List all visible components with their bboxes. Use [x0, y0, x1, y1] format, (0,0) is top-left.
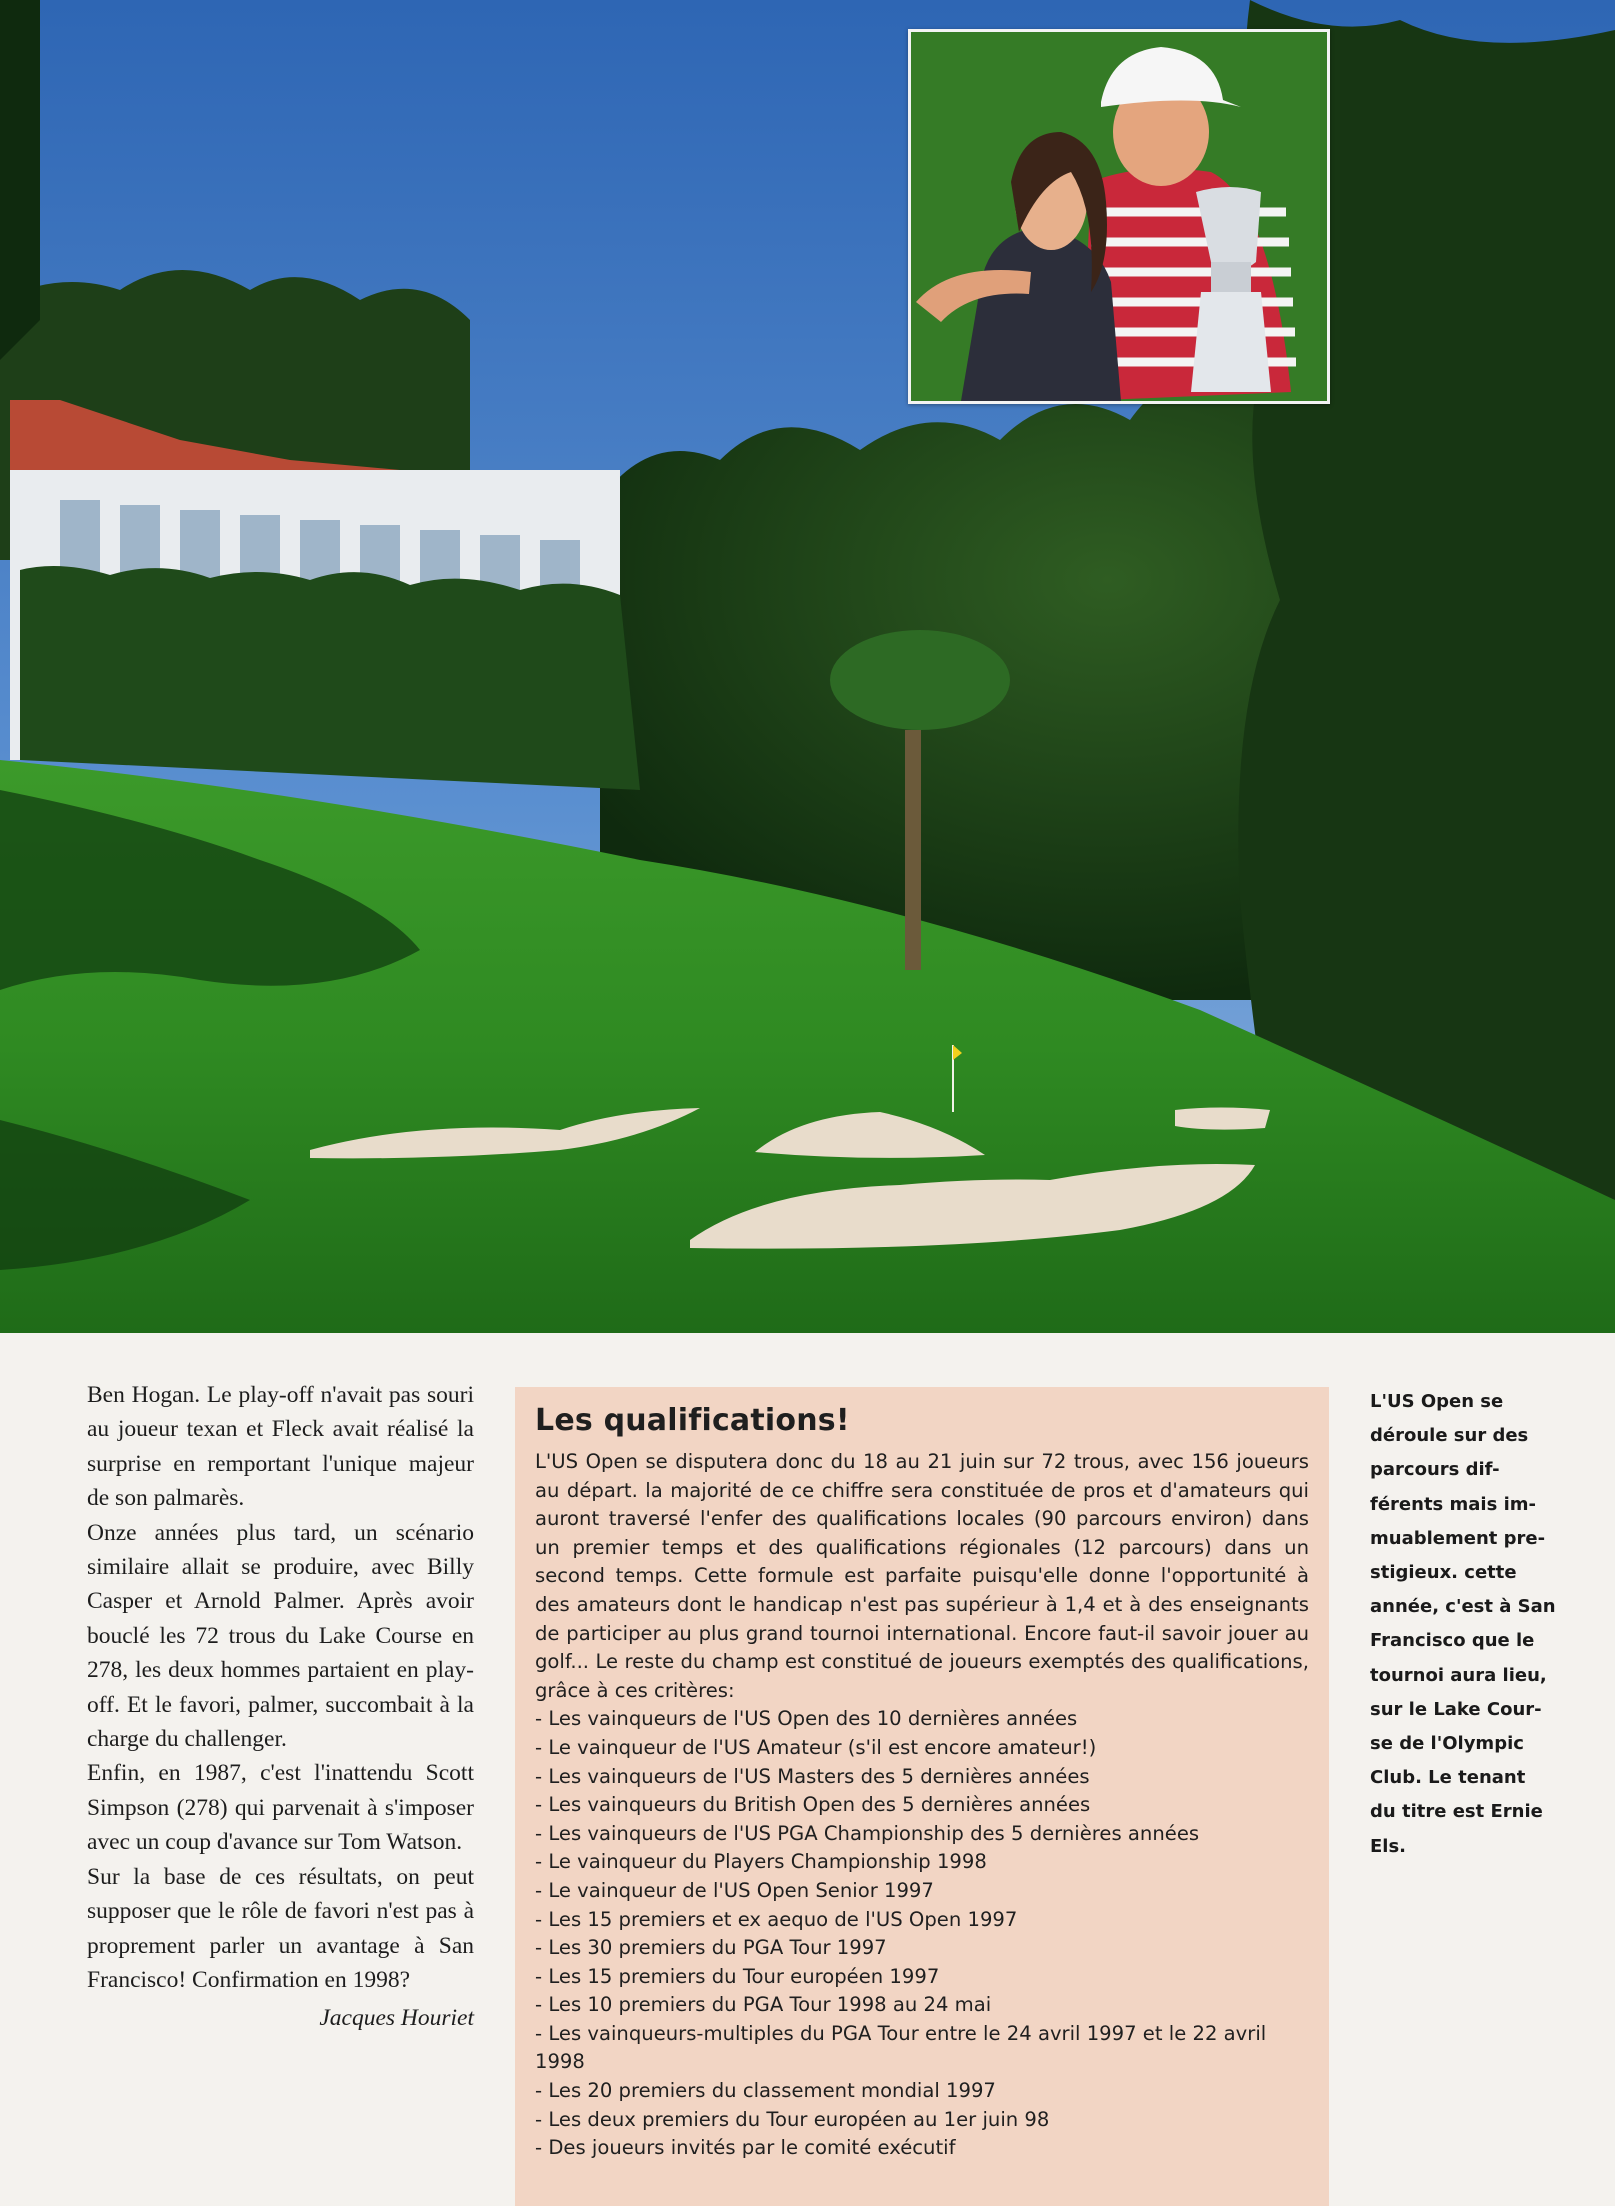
article-paragraph: Onze années plus tard, un scénario similaire allait se produire, avec Billy Casper et Arnold Palmer. Après avoir bouclé les 72 trous du Lake Course en 278, les deux hommes partaient en play-off. Et le favori, palmer, succombait à la charge du challenger. — [87, 1519, 474, 1753]
caption-line: parcours dif- — [1370, 1459, 1500, 1481]
champion-inset-photo — [908, 29, 1330, 404]
list-item: - Les 10 premiers du PGA Tour 1998 au 24 mai — [535, 1991, 1309, 2020]
photo-caption — [1370, 1385, 1570, 1864]
list-item: - Les 30 premiers du PGA Tour 1997 — [535, 1934, 1309, 1963]
article-paragraph: Sur la base de ces résultats, on peut supposer que le rôle de favori n'est pas à proprement parler un avantage à San Francisco! Confirmation en 1998? — [87, 1863, 474, 1993]
list-item: - Les 15 premiers du Tour européen 1997 — [535, 1963, 1309, 1992]
caption-line: Els. — [1370, 1835, 1407, 1857]
caption-line: férents mais im- — [1370, 1493, 1536, 1515]
caption-line: déroule sur des — [1370, 1425, 1529, 1447]
list-item: - Les 20 premiers du classement mondial 1997 — [535, 2077, 1309, 2106]
caption-line: année, c'est à San — [1370, 1596, 1556, 1618]
list-item: - Les deux premiers du Tour européen au 1er juin 98 — [535, 2106, 1309, 2135]
caption-line: Club. Le tenant — [1370, 1767, 1526, 1789]
criteria-list — [535, 1705, 1309, 2163]
list-item: - Des joueurs invités par le comité exécutif — [535, 2134, 1309, 2163]
qualifications-box — [515, 1387, 1329, 2206]
article-continuation — [87, 1378, 474, 2036]
caption-line: du titre est Ernie — [1370, 1801, 1543, 1823]
caption-line: Francisco que le — [1370, 1630, 1535, 1652]
list-item: - Le vainqueur du Players Championship 1998 — [535, 1848, 1309, 1877]
caption-line: muablement pre- — [1370, 1527, 1546, 1549]
caption-line: L'US Open se — [1370, 1391, 1504, 1412]
list-item: - Les vainqueurs du British Open des 5 dernières années — [535, 1791, 1309, 1820]
caption-line: sur le Lake Cour- — [1370, 1698, 1542, 1720]
list-item: - Les vainqueurs-multiples du PGA Tour entre le 24 avril 1997 et le 22 avril 1998 — [535, 2020, 1309, 2077]
caption-line: stigieux. cette — [1370, 1562, 1517, 1584]
article-paragraph: Ben Hogan. Le play-off n'avait pas souri au joueur texan et Fleck avait réalisé la surprise en remportant l'unique majeur de son palmarès. — [87, 1382, 474, 1512]
box-intro: L'US Open se disputera donc du 18 au 21 juin sur 72 trous, avec 156 joueurs au départ. la majorité de ce chiffre sera constituée de pros et d'amateurs qui auront traversé l'enfer des qualifications locales (90 parcours environ) dans un premier temps et des qualifications régionales (12 parcours) dans un second temps. Cette formule est parfaite puisqu'elle donne l'opportunité à des amateurs dont le handicap n'est pas supérieur à 1,4 et à des enseignants de participer au plus grand tournoi international. Encore faut-il savoir jouer au golf... Le reste du champ est constitué de joueurs exemptés des qualifications, grâce à ces critères: — [535, 1450, 1309, 1702]
author-signature: Jacques Houriet — [319, 2005, 474, 2032]
list-item: - Les vainqueurs de l'US PGA Championship des 5 dernières années — [535, 1820, 1309, 1849]
list-item: - Le vainqueur de l'US Amateur (s'il est encore amateur!) — [535, 1734, 1309, 1763]
list-item: - Les 15 premiers et ex aequo de l'US Open 1997 — [535, 1906, 1309, 1935]
list-item: - Les vainqueurs de l'US Open des 10 dernières années — [535, 1705, 1309, 1734]
box-title: Les qualifications! — [535, 1403, 850, 1438]
article-paragraph: Enfin, en 1987, c'est l'inattendu Scott Simpson (278) qui parvenait à s'imposer avec un coup d'avance sur Tom Watson. — [87, 1760, 474, 1856]
list-item: - Le vainqueur de l'US Open Senior 1997 — [535, 1877, 1309, 1906]
list-item: - Les vainqueurs de l'US Masters des 5 dernières années — [535, 1763, 1309, 1792]
caption-line: tournoi aura lieu, — [1370, 1664, 1547, 1686]
caption-line: se de l'Olympic — [1370, 1733, 1524, 1755]
